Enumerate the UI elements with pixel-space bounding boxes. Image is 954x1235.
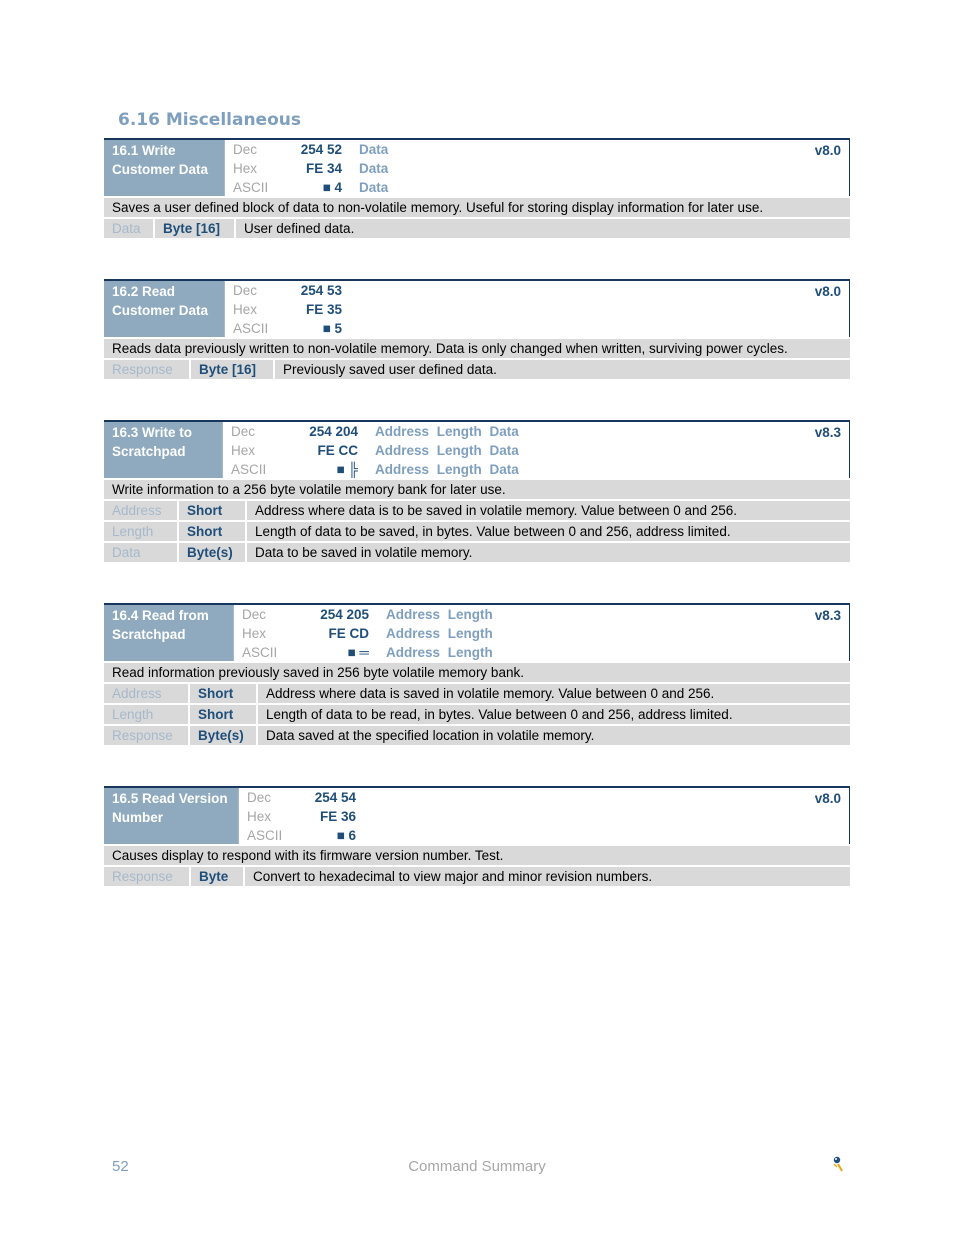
- ascii-params: Data: [359, 180, 389, 195]
- ascii-label: ASCII: [247, 828, 283, 843]
- ascii-value: ■ ═: [347, 645, 369, 660]
- param-type: Short: [177, 501, 245, 520]
- dec-value: 254 205: [320, 607, 369, 622]
- command-name: 16.2 Read Customer Data: [104, 281, 224, 337]
- command-header: [104, 603, 850, 661]
- param-type: Byte [16]: [153, 219, 234, 238]
- version-badge: v8.3: [814, 608, 841, 623]
- param-name: Length: [112, 707, 154, 722]
- param-type: Byte: [189, 867, 243, 886]
- param-row: [104, 501, 850, 520]
- dec-value: 254 54: [314, 790, 356, 805]
- param-desc: Length of data to be saved, in bytes. Value between 0 and 256, address limited.: [245, 522, 850, 541]
- ascii-label: ASCII: [233, 180, 269, 195]
- ascii-value: ■ 4: [322, 180, 342, 195]
- param-name: Response: [112, 362, 173, 377]
- encoding-block: [238, 788, 850, 844]
- ascii-params: Address Length: [386, 645, 493, 660]
- hex-params: Address Length Data: [375, 443, 519, 458]
- dec-params: Address Length Data: [375, 424, 519, 439]
- hex-params: Data: [359, 161, 389, 176]
- ascii-value: ■ 5: [322, 321, 342, 336]
- hex-label: Hex: [247, 809, 272, 824]
- param-name: Data: [112, 221, 141, 236]
- ascii-value: ■ 6: [336, 828, 356, 843]
- command-description: Saves a user defined block of data to non-volatile memory. Useful for storing display information for later use.: [104, 197, 850, 217]
- footer-title: Command Summary: [408, 1158, 546, 1175]
- param-type: Short: [177, 522, 245, 541]
- section-title: 6.16 Miscellaneous: [118, 110, 301, 130]
- hex-value: FE CC: [317, 443, 358, 458]
- hex-value: FE 34: [305, 161, 342, 176]
- page-number: 52: [112, 1158, 129, 1175]
- param-type: Short: [188, 705, 256, 724]
- encoding-block: [224, 140, 850, 196]
- command-header: [104, 786, 850, 844]
- version-badge: v8.0: [814, 791, 841, 806]
- command-name: 16.5 Read Version Number: [104, 788, 238, 844]
- param-row: [104, 219, 850, 238]
- param-type: Byte [16]: [189, 360, 273, 379]
- command-write-customer-data: [104, 138, 850, 238]
- param-name: Address: [112, 503, 162, 518]
- version-badge: v8.3: [814, 425, 841, 440]
- command-read-version-number: [104, 786, 850, 886]
- param-name: Response: [112, 869, 173, 884]
- encoding-block: [222, 422, 850, 478]
- matrix-orbital-logo-icon: [831, 1155, 845, 1178]
- version-badge: v8.0: [814, 143, 841, 158]
- param-name: Data: [112, 545, 141, 560]
- param-desc: Address where data is to be saved in volatile memory. Value between 0 and 256.: [245, 501, 850, 520]
- param-type: Byte(s): [177, 543, 245, 562]
- hex-value: FE CD: [328, 626, 369, 641]
- param-desc: Length of data to be read, in bytes. Value between 0 and 256, address limited.: [256, 705, 850, 724]
- dec-label: Dec: [233, 283, 258, 298]
- hex-label: Hex: [233, 161, 258, 176]
- command-header: [104, 138, 850, 196]
- hex-value: FE 35: [305, 302, 342, 317]
- command-description: Causes display to respond with its firmware version number. Test.: [104, 845, 850, 865]
- ascii-value: ■ ╠: [336, 462, 358, 477]
- param-name: Response: [112, 728, 173, 743]
- param-desc: Address where data is saved in volatile memory. Value between 0 and 256.: [256, 684, 850, 703]
- hex-label: Hex: [233, 302, 258, 317]
- param-type: Byte(s): [188, 726, 256, 745]
- dec-params: Address Length: [386, 607, 493, 622]
- command-read-customer-data: [104, 279, 850, 379]
- param-row: [104, 705, 850, 724]
- encoding-block: [233, 605, 850, 661]
- command-header: [104, 420, 850, 478]
- command-description: Write information to a 256 byte volatile memory bank for later use.: [104, 479, 850, 499]
- dec-label: Dec: [233, 142, 258, 157]
- param-row: [104, 360, 850, 379]
- dec-value: 254 204: [309, 424, 358, 439]
- param-row: [104, 867, 850, 886]
- param-name: Address: [112, 686, 162, 701]
- param-type: Short: [188, 684, 256, 703]
- command-read-from-scratchpad: [104, 603, 850, 745]
- version-badge: v8.0: [814, 284, 841, 299]
- hex-value: FE 36: [319, 809, 356, 824]
- param-row: [104, 543, 850, 562]
- command-name: 16.1 Write Customer Data: [104, 140, 224, 196]
- dec-label: Dec: [242, 607, 267, 622]
- param-row: [104, 684, 850, 703]
- ascii-params: Address Length Data: [375, 462, 519, 477]
- hex-params: Address Length: [386, 626, 493, 641]
- param-desc: Data to be saved in volatile memory.: [245, 543, 850, 562]
- ascii-label: ASCII: [231, 462, 267, 477]
- command-name: 16.3 Write to Scratchpad: [104, 422, 222, 478]
- param-desc: Previously saved user defined data.: [273, 360, 850, 379]
- command-write-to-scratchpad: [104, 420, 850, 562]
- ascii-label: ASCII: [242, 645, 278, 660]
- hex-label: Hex: [231, 443, 256, 458]
- param-desc: Data saved at the specified location in volatile memory.: [256, 726, 850, 745]
- dec-label: Dec: [231, 424, 256, 439]
- param-desc: User defined data.: [234, 219, 850, 238]
- encoding-block: [224, 281, 850, 337]
- param-row: [104, 522, 850, 541]
- command-description: Read information previously saved in 256 byte volatile memory bank.: [104, 662, 850, 682]
- command-name: 16.4 Read from Scratchpad: [104, 605, 233, 661]
- ascii-label: ASCII: [233, 321, 269, 336]
- command-header: [104, 279, 850, 337]
- hex-label: Hex: [242, 626, 267, 641]
- dec-value: 254 52: [300, 142, 342, 157]
- command-description: Reads data previously written to non-volatile memory. Data is only changed when written, surviving power cycles.: [104, 338, 850, 358]
- dec-value: 254 53: [300, 283, 342, 298]
- param-desc: Convert to hexadecimal to view major and minor revision numbers.: [243, 867, 850, 886]
- dec-label: Dec: [247, 790, 272, 805]
- param-row: [104, 726, 850, 745]
- param-name: Length: [112, 524, 154, 539]
- dec-params: Data: [359, 142, 389, 157]
